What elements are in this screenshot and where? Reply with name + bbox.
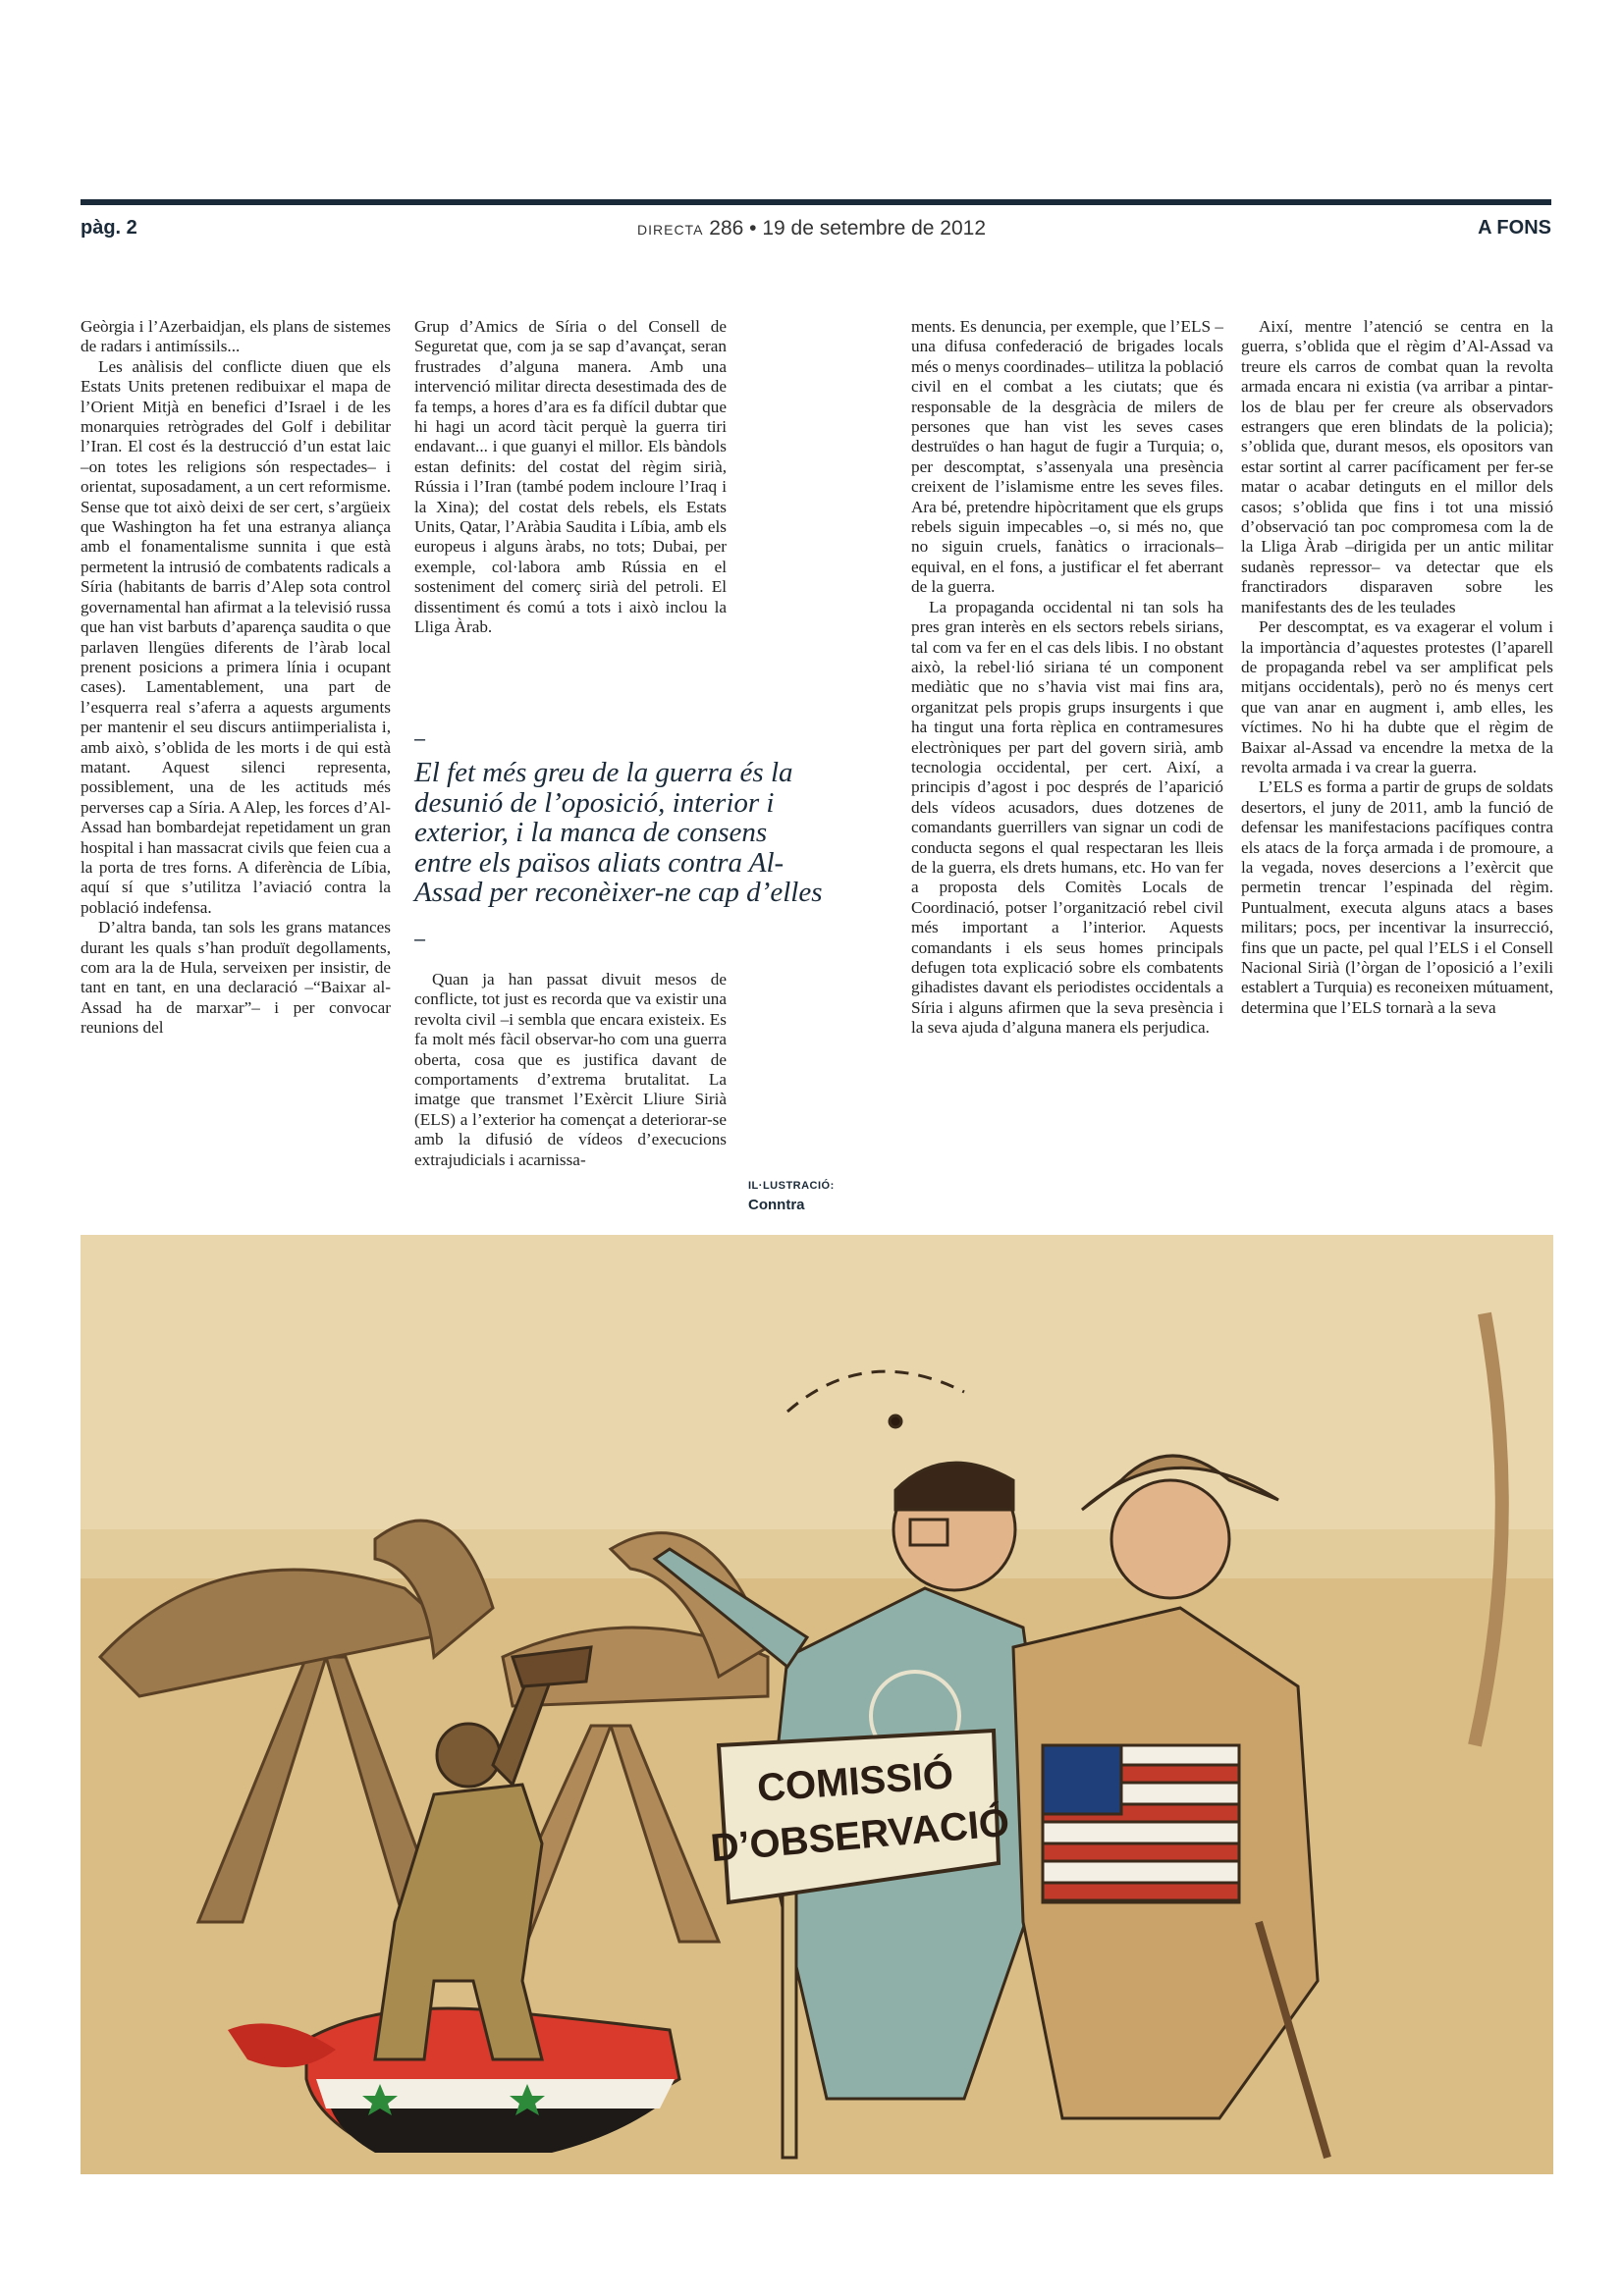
paragraph: Quan ja han passat divuit mesos de conflicte, tot just es recorda que va existir una revolta civil –i sembla que encara existeix. Es fa molt més fàcil observar-ho com una guerra oberta, cosa que es justifica davant de comportaments d’extrema brutalitat. La imatge que transmet l’Exèrcit Lliure Sirià (ELS) a l’exterior ha començat a deteriorar-se amb la difusió de vídeos d’execucions extrajudicials i acarnissa- [414, 970, 727, 1169]
paragraph: Les anàlisis del conflicte diuen que els Estats Units pretenen redibuixar el mapa de l’Orient Mitjà en benefici d’Israel i de les monarquies retrògrades del Golf i debilitar l’Iran. El cost és la destrucció d’un estat laic –on totes les religions són respectades– i orientat, suposadament, a un cert reformisme. Sense que tot això deixi de ser cert, s’argüeix que Washington ha fet una estranya aliança amb el fonamentalisme sunnita i que està permetent la intrusió de combatents radicals a Síria (habitants de barris d’Alep sota control governamental han afirmat a la televisió russa que han vist barbuts d’aparença saudita o que parlaven llengües diferents de l’àrab local prenent posicions a primera línia i ocupant cases). Lamentablement, una part de l’esquerra real s’aferra a aquests arguments per mantenir el seu discurs antiimperialista i, amb això, s’oblida de les morts i de qui està matant. Aquest silenci representa, possiblement, una de les actituds més perverses cap a Síria. A Alep, les forces d’Al-Assad han bombardejat repetidament un gran hospital i han massacrat civils que feien cua a la porta de tres forns. A diferència de Líbia, aquí sí que s’utilitza l’aviació contra la població indefensa. [81, 356, 391, 917]
us-flag-canton [1043, 1745, 1121, 1814]
quote-dash-top: – [414, 728, 426, 750]
paragraph: Grup d’Amics de Síria o del Consell de Seguretat que, com ja se sap d’avançat, seran frustrades d’alguna manera. Amb una intervenció militar directa desestimada des de fa temps, a hores d’ara es fa difícil dubtar que hi hagi un acord tàcit perquè la guerra tiri endavant... i que guanyi el millor. Els bàndols estan definits: del costat del règim sirià, Rússia i l’Iran (també podem incloure l’Iraq i la Xina); del costat dels rebels, els Estats Units, Qatar, l’Aràbia Saudita i Líbia, amb els europeus i alguns àrabs, no tots; Dubai, per exemple, col·labora amb Rússia en el sosteniment del comerç sirià del petroli. El dissentiment és comú a tots i això inclou la Lliga Àrab. [414, 317, 727, 637]
paragraph: ments. Es denuncia, per exemple, que l’ELS –una difusa confederació de brigades locals més o menys coordinades– utilitza la població civil en el combat a les ciutats; que és responsable de la desgràcia de milers de persones que han vist les seves cases destruïdes o han hagut de fugir a Turquia; o, per descomptat, s’assenyala una presència creixent de l’islamisme entre les seves files. Ara bé, pretendre hipòcritament que els grups rebels siguin impecables –o, si més no, que no siguin cruels, fanàtics o irracionals– equival, en el fons, a justificar el fet aberrant de la guerra. [911, 317, 1223, 597]
column-4 [1241, 317, 1553, 1018]
illustration [81, 1235, 1553, 2174]
credit-name: Conntra [748, 1197, 805, 1213]
column-2-continued [414, 970, 727, 1170]
illustration-svg [81, 1235, 1553, 2174]
publication-name: DIRECTA [637, 222, 704, 238]
paragraph: Per descomptat, es va exagerar el volum i la importància d’aquestes protestes (l’aparell de propaganda rebel va ser amplificat pels mitjans occidentals), però no és menys cert que van anar en augment i, amb elles, les víctimes. No hi ha dubte que el règim de Baixar al-Assad va encendre la metxa de la revolta armada i va crear la guerra. [1241, 617, 1553, 776]
fly-icon [890, 1415, 901, 1427]
column-2 [414, 317, 727, 638]
us-flag-stripe [1043, 1843, 1239, 1861]
paragraph: L’ELS es forma a partir de grups de soldats desertors, el juny de 2011, amb la funció de defensar les manifestacions pacífiques contra els atacs de la força armada i de promoure, a la vegada, noves desercions a l’exèrcit que permetin trencar l’espinada del règim. Puntualment, executa alguns atacs a bases militars; pocs, per incentivar la insurrecció, fins que un pacte, pel qual l’ELS i el Consell Nacional Sirià (l’òrgan de l’oposició a l’exili establert a Turquia) es reconeixen mútuament, determina que l’ELS tornarà a la seva [1241, 777, 1553, 1017]
pull-quote: El fet més greu de la guerra és la desunió de l’oposició, interior i exterior, i la manca de consens entre els països aliats contra Al-Assad per reconèixer-ne cap d’elles [414, 757, 823, 908]
flag-white-band [316, 2079, 675, 2109]
us-flag-stripe [1043, 1883, 1239, 1900]
paragraph: La propaganda occidental ni tan sols ha pres gran interès en els sectors rebels sirians, tal com va fer en el cas dels libis. I no obstant això, la rebel·lió siriana té un component mediàtic que no s’havia vist mai fins ara, organitzat pels propis grups insurgents i que ha tingut una forta rèplica en contramesures electròniques per part del govern sirià, amb tecnologia occidental, per cert. Així, a principis d’agost i poc després de l’aparició dels vídeos acusadors, dues dotzenes de comandants guerrillers van signar un codi de conducta segons el qual respectaran les lleis de la guerra, els drets humans, etc. Ho van fer a proposta dels Comitès Locals de Coordinació, potser l’organització rebel civil més important a l’interior. Aquests comandants i els seus homes principals defugen tota explicació sobre els combatents gihadistes davant els periodistes occidentals a Síria i alguns afirmen que la seva presència i la seva ajuda d’alguna manera els perjudica. [911, 597, 1223, 1038]
paragraph: Geòrgia i l’Azerbaidjan, els plans de sistemes de radars i antimíssils... [81, 317, 391, 356]
page-number: pàg. 2 [81, 217, 137, 239]
credit-label: IL·LUSTRACIÓ: [748, 1180, 835, 1192]
axeman-head [437, 1724, 500, 1787]
column-1 [81, 317, 391, 1039]
issue-line [0, 217, 1623, 240]
illustration-credit [748, 1176, 835, 1215]
quote-dash-bottom: – [414, 929, 426, 950]
paragraph: D’altra banda, tan sols les grans matances durant les quals s’han produït degollaments, com ara la de Hula, serveixen per insistir, de tant en tant, en una declaració –“Baixar al-Assad ha de marxar”– i per convocar reunions del [81, 918, 391, 1038]
header-rule [81, 199, 1551, 205]
issue-date: 286 • 19 de setembre de 2012 [709, 217, 986, 240]
paragraph: Així, mentre l’atenció se centra en la guerra, s’oblida que el règim d’Al-Assad va treure els carros de combat quan la revolta armada encara ni existia (va arribar a pintar-los de blau per fer creure als observadors estrangers que eren blindats de la policia); s’oblida que, durant mesos, els opositors van estar sortint al carrer pacíficament per fer-se matar o acabar detinguts en el millor dels casos; s’oblida que fins i tot una missió d’observació tan poc compromesa com la de la Lliga Àrab –dirigida per un antic militar sudanès repressor– va detectar que els franctiradors disparaven sobre les manifestants des de les teulades [1241, 317, 1553, 616]
column-3 [911, 317, 1223, 1039]
sign-line-1: COMISSIÓ [755, 1753, 955, 1810]
sign-line-2: D’OBSERVACIÓ [708, 1800, 1011, 1871]
us-man-head [1111, 1480, 1229, 1598]
section-name: A FONS [1478, 217, 1551, 239]
